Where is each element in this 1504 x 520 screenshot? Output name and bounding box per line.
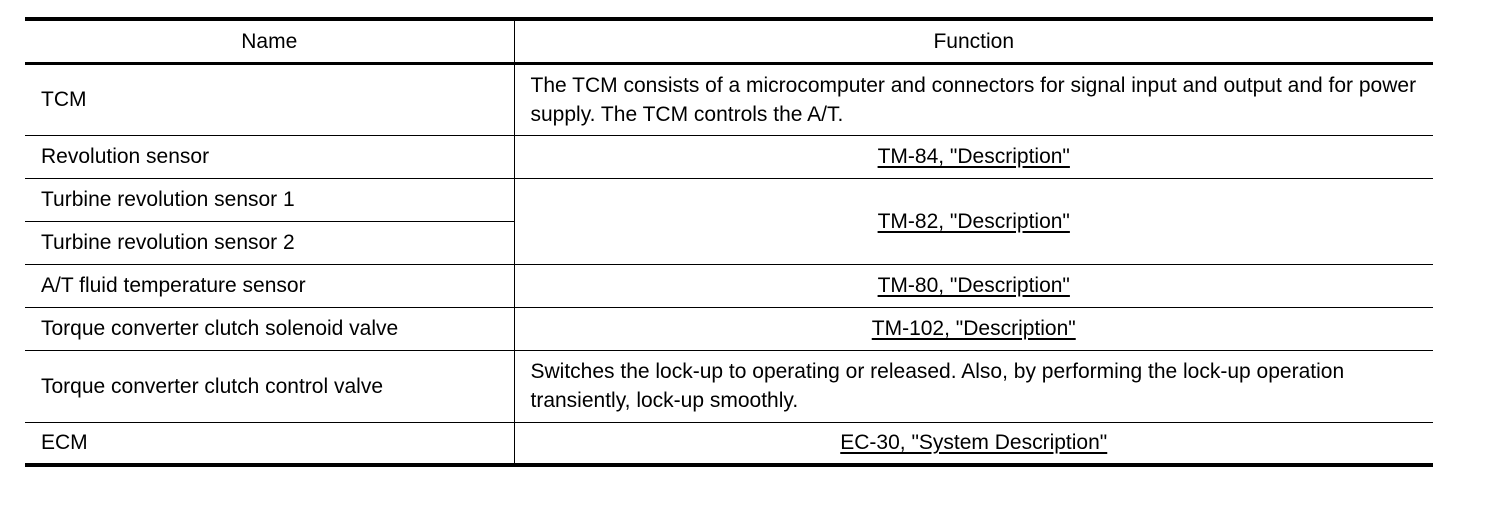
cell-function-tcm: The TCM consists of a microcomputer and connectors for signal input and output and for power supply. The TCM controls the A/T. xyxy=(514,63,1433,135)
table-row-tcm xyxy=(25,63,1433,135)
cell-function-ecm xyxy=(514,422,1433,465)
table-row-tcc-control-valve xyxy=(25,350,1433,422)
cell-name-tcm: TCM xyxy=(25,63,514,135)
cell-function-tcc-control-valve: Switches the lock-up to operating or released. Also, by performing the lock-up operation transiently, lock-up smoothly. xyxy=(514,350,1433,422)
column-header-function: Function xyxy=(514,19,1433,63)
reference-link-tm-102[interactable]: TM-102, "Description" xyxy=(871,317,1076,340)
cell-name-turbine-sensor-2: Turbine revolution sensor 2 xyxy=(25,221,514,264)
table-row-tcc-solenoid-valve xyxy=(25,307,1433,350)
reference-link-tm-84[interactable]: TM-84, "Description" xyxy=(877,145,1070,168)
table-row-fluid-temp-sensor xyxy=(25,264,1433,307)
cell-name-ecm: ECM xyxy=(25,422,514,465)
reference-link-ec-30[interactable]: EC-30, "System Description" xyxy=(840,431,1108,455)
table-header-row xyxy=(25,19,1433,63)
cell-function-revolution-sensor xyxy=(514,135,1433,178)
reference-link-tm-80[interactable]: TM-80, "Description" xyxy=(877,274,1070,297)
reference-link-tm-82[interactable]: TM-82, "Description" xyxy=(877,209,1070,233)
cell-name-tcc-control-valve: Torque converter clutch control valve xyxy=(25,350,514,422)
cell-name-revolution-sensor: Revolution sensor xyxy=(25,135,514,178)
component-function-table xyxy=(25,17,1433,467)
column-header-name: Name xyxy=(25,19,514,63)
cell-name-turbine-sensor-1: Turbine revolution sensor 1 xyxy=(25,178,514,221)
cell-function-tcc-solenoid-valve xyxy=(514,307,1433,350)
table-row-revolution-sensor xyxy=(25,135,1433,178)
table-row-ecm xyxy=(25,422,1433,465)
table-row-turbine-sensor-1 xyxy=(25,178,1433,221)
cell-name-tcc-solenoid-valve: Torque converter clutch solenoid valve xyxy=(25,307,514,350)
cell-name-fluid-temp-sensor: A/T fluid temperature sensor xyxy=(25,264,514,307)
cell-function-fluid-temp-sensor xyxy=(514,264,1433,307)
cell-function-turbine-sensors xyxy=(514,178,1433,264)
